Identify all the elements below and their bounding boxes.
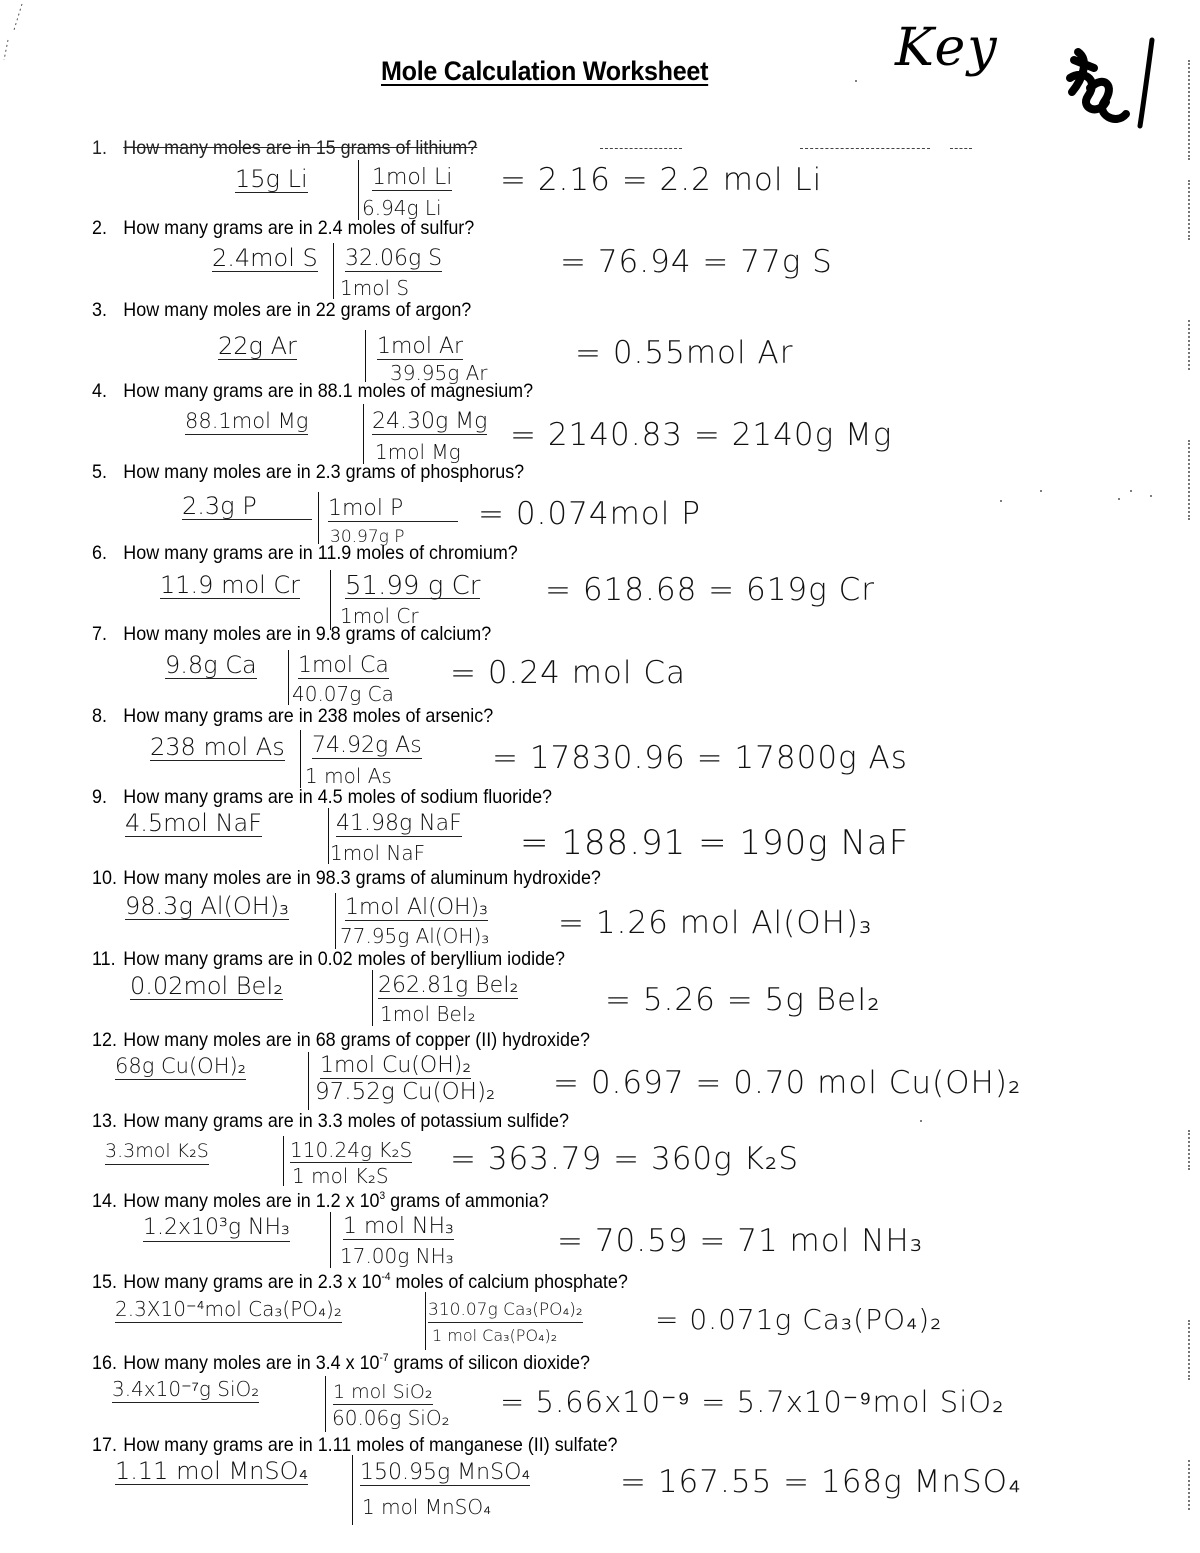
question-number: 5.	[92, 461, 107, 483]
answer-result: = 2.16 = 2.2 mol Li	[500, 162, 823, 198]
conversion-denominator: 1mol BeI₂	[380, 1002, 476, 1026]
conversion-numerator: 1mol Ar	[377, 334, 464, 359]
scan-speck	[855, 80, 857, 82]
question-text: How many grams are in 11.9 moles of chromium?	[123, 542, 518, 564]
given-quantity: 2.3g P	[182, 493, 312, 520]
question-text: How many grams are in 2.3 x 10	[123, 1271, 382, 1293]
exponent: -7	[379, 1352, 389, 1364]
conversion-denominator: 97.52g Cu(OH)₂	[315, 1079, 496, 1105]
conversion-denominator: 1 mol As	[305, 764, 392, 788]
fraction-divider	[318, 492, 319, 544]
conversion-denominator: 17.00g NH₃	[340, 1244, 454, 1268]
answer-result: = 2140.83 = 2140g Mg	[510, 417, 893, 453]
given-quantity: 3.3mol K₂S	[105, 1138, 209, 1165]
given-quantity: 11.9 mol Cr	[160, 571, 301, 599]
fraction-divider	[328, 808, 329, 864]
answer-result: = 0.697 = 0.70 mol Cu(OH)₂	[553, 1065, 1022, 1101]
conversion-denominator: 39.95g Ar	[390, 361, 488, 385]
question-1	[92, 137, 477, 160]
question-number: 14.	[92, 1190, 117, 1212]
question-text: How many moles are in 15 grams of lithium?	[123, 137, 478, 159]
answer-result: = 76.94 = 77g S	[560, 244, 833, 280]
conversion-numerator: 1mol Ca	[298, 653, 389, 678]
given-quantity: 9.8g Ca	[165, 651, 257, 679]
fraction-divider	[330, 1212, 331, 1268]
question-number: 6.	[92, 542, 107, 564]
scan-speck	[1130, 490, 1132, 492]
given-quantity: 2.4mol S	[212, 244, 318, 272]
conversion-denominator: 40.07g Ca	[292, 682, 394, 706]
question-7	[92, 623, 491, 646]
answer-result: = 1.26 mol Al(OH)₃	[558, 905, 873, 941]
question-number: 17.	[92, 1434, 117, 1456]
fraction-divider	[325, 1376, 326, 1432]
scan-dash-line	[950, 148, 972, 149]
question-17	[92, 1434, 618, 1457]
exponent: -4	[381, 1271, 391, 1283]
conversion-denominator: 77.95g Al(OH)₃	[340, 924, 490, 948]
fraction-divider	[300, 730, 301, 788]
question-6	[92, 542, 518, 565]
question-8	[92, 705, 493, 728]
question-4	[92, 380, 533, 403]
conversion-numerator: 41.98g NaF	[336, 811, 462, 836]
fraction-divider	[425, 1292, 426, 1350]
question-number: 2.	[92, 217, 107, 239]
exponent: 3	[379, 1190, 386, 1202]
question-number: 13.	[92, 1110, 117, 1132]
conversion-denominator: 30.97g P	[330, 527, 405, 547]
given-quantity: 4.5mol NaF	[125, 809, 262, 837]
question-text: How many moles are in 9.8 grams of calcium?	[123, 623, 492, 645]
conversion-numerator: 74.92g As	[312, 733, 422, 758]
question-text-tail: grams of silicon dioxide?	[388, 1352, 590, 1374]
conversion-denominator: 1mol Mg	[375, 440, 461, 464]
fraction-divider	[372, 970, 373, 1026]
question-13	[92, 1110, 569, 1133]
conversion-numerator: 1 mol NH₃	[343, 1214, 454, 1239]
scan-edge-artifact	[1188, 320, 1192, 370]
answer-result: = 618.68 = 619g Cr	[545, 572, 875, 608]
fraction-divider	[333, 243, 334, 299]
conversion-numerator: 1mol Li	[372, 165, 453, 190]
given-quantity: 15g Li	[235, 165, 308, 193]
question-text: How many moles are in 22 grams of argon?	[123, 299, 472, 321]
scribbled-initials-mark	[1060, 30, 1170, 130]
question-text: How many grams are in 3.3 moles of potassium sulfide?	[123, 1110, 569, 1132]
conversion-denominator: 60.06g SiO₂	[332, 1406, 450, 1430]
question-15	[92, 1271, 628, 1294]
conversion-numerator: 32.06g S	[345, 246, 443, 271]
fraction-divider	[283, 1136, 284, 1186]
question-text: How many grams are in 4.5 moles of sodium fluoride?	[123, 786, 553, 808]
conversion-denominator: 1 mol Ca₃(PO₄)₂	[432, 1326, 558, 1345]
conversion-numerator: 310.07g Ca₃(PO₄)₂	[428, 1298, 583, 1323]
conversion-numerator: 150.95g MnSO₄	[360, 1460, 531, 1485]
scan-edge-artifact	[1188, 1460, 1192, 1510]
given-quantity: 238 mol As	[150, 733, 285, 761]
question-text: How many moles are in 1.2 x 10	[123, 1190, 380, 1212]
answer-result: = 0.55mol Ar	[575, 335, 794, 371]
scan-edge-artifact	[1188, 1130, 1192, 1170]
given-quantity: 1.2x10³g NH₃	[143, 1215, 290, 1240]
conversion-numerator: 110.24g K₂S	[290, 1138, 413, 1162]
question-text: How many grams are in 0.02 moles of beryllium iodide?	[123, 948, 566, 970]
question-12	[92, 1029, 590, 1052]
answer-key-handwritten-mark: Key	[895, 18, 999, 78]
page-title: Mole Calculation Worksheet	[381, 56, 709, 86]
question-text: How many moles are in 2.3 grams of phosphorus?	[123, 461, 525, 483]
scan-speck	[920, 1120, 922, 1122]
question-text: How many grams are in 2.4 moles of sulfur?	[123, 217, 475, 239]
scan-edge-artifact	[1188, 440, 1192, 520]
question-number: 7.	[92, 623, 107, 645]
scan-speck	[1040, 490, 1042, 492]
given-quantity: 0.02mol BeI₂	[130, 972, 283, 1000]
question-number: 15.	[92, 1271, 117, 1293]
conversion-numerator: 1mol P	[328, 497, 458, 522]
answer-result: = 0.074mol P	[478, 496, 701, 532]
question-11	[92, 948, 565, 971]
scan-edge-artifact	[1188, 60, 1192, 160]
scan-edge-artifact	[1188, 1320, 1192, 1380]
scan-speck	[1000, 500, 1002, 502]
question-number: 9.	[92, 786, 107, 808]
question-text: How many moles are in 3.4 x 10	[123, 1352, 380, 1374]
question-9	[92, 786, 552, 809]
conversion-denominator: 1mol NaF	[330, 841, 426, 865]
scan-speck	[1118, 498, 1120, 500]
given-quantity: 88.1mol Mg	[185, 409, 309, 433]
question-number: 8.	[92, 705, 107, 727]
conversion-numerator: 1mol Cu(OH)₂	[320, 1053, 472, 1078]
fraction-divider	[352, 1455, 353, 1525]
conversion-denominator: 1mol Cr	[340, 604, 419, 628]
conversion-numerator: 1 mol SiO₂	[333, 1381, 433, 1403]
scan-edge-artifact	[1188, 180, 1192, 240]
fraction-divider	[335, 893, 336, 949]
fraction-divider	[308, 1052, 309, 1110]
scan-dash-line	[800, 148, 930, 149]
conversion-numerator: 24.30g Mg	[372, 409, 488, 434]
fraction-divider	[363, 404, 364, 464]
question-number: 4.	[92, 380, 107, 402]
question-text-tail: moles of calcium phosphate?	[390, 1271, 628, 1293]
question-number: 16.	[92, 1352, 117, 1374]
conversion-numerator: 262.81g BeI₂	[378, 973, 519, 998]
question-16	[92, 1352, 590, 1375]
scan-dash-line	[600, 148, 682, 149]
conversion-numerator: 1mol Al(OH)₃	[345, 895, 488, 920]
conversion-denominator: 1mol S	[340, 276, 410, 300]
answer-result: = 70.59 = 71 mol NH₃	[557, 1223, 924, 1259]
fraction-divider	[288, 650, 289, 705]
question-text-tail: grams of ammonia?	[385, 1190, 549, 1212]
question-2	[92, 217, 474, 240]
fraction-divider	[365, 330, 366, 382]
question-number: 12.	[92, 1029, 117, 1051]
answer-result: = 167.55 = 168g MnSO₄	[620, 1464, 1022, 1500]
given-quantity: 2.3X10⁻⁴mol Ca₃(PO₄)₂	[115, 1297, 342, 1321]
given-quantity: 22g Ar	[218, 332, 297, 360]
question-10	[92, 867, 601, 890]
answer-result: = 17830.96 = 17800g As	[492, 740, 908, 776]
fraction-divider	[358, 160, 359, 220]
fraction-divider	[330, 570, 331, 630]
question-number: 11.	[92, 948, 116, 970]
question-number: 10.	[92, 867, 117, 889]
question-text: How many moles are in 98.3 grams of aluminum hydroxide?	[123, 867, 601, 889]
given-quantity: 3.4x10⁻⁷g SiO₂	[112, 1377, 260, 1401]
question-text: How many grams are in 1.11 moles of manganese (II) sulfate?	[123, 1434, 618, 1456]
question-number: 1.	[92, 137, 107, 159]
conversion-denominator: 1 mol MnSO₄	[362, 1495, 492, 1519]
conversion-denominator: 6.94g Li	[362, 196, 442, 220]
scan-corner-artifact	[0, 0, 30, 70]
question-14	[92, 1190, 549, 1213]
question-text: How many moles are in 68 grams of copper (II) hydroxide?	[123, 1029, 590, 1051]
conversion-denominator: 1 mol K₂S	[292, 1164, 389, 1188]
conversion-numerator: 51.99 g Cr	[345, 571, 481, 601]
answer-result: = 0.24 mol Ca	[450, 655, 686, 691]
question-5	[92, 461, 524, 484]
scan-speck	[1150, 495, 1152, 497]
question-3	[92, 299, 471, 322]
answer-result: = 5.66x10⁻⁹ = 5.7x10⁻⁹mol SiO₂	[500, 1385, 1005, 1419]
answer-result: = 363.79 = 360g K₂S	[450, 1141, 800, 1177]
answer-result: = 188.91 = 190g NaF	[520, 823, 910, 863]
question-text: How many grams are in 88.1 moles of magnesium?	[123, 380, 534, 402]
given-quantity: 68g Cu(OH)₂	[115, 1054, 247, 1078]
question-number: 3.	[92, 299, 107, 321]
given-quantity: 1.11 mol MnSO₄	[115, 1457, 309, 1485]
given-quantity: 98.3g Al(OH)₃	[125, 892, 289, 920]
answer-result: = 5.26 = 5g BeI₂	[605, 982, 881, 1018]
question-text: How many grams are in 238 moles of arsenic?	[123, 705, 494, 727]
answer-result: = 0.071g Ca₃(PO₄)₂	[655, 1303, 943, 1336]
